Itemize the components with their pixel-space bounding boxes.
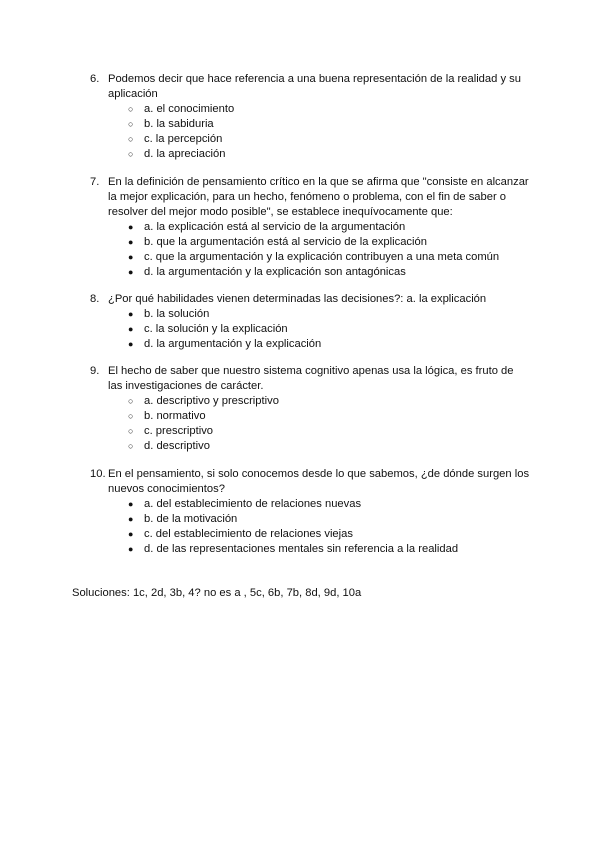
filled-bullet-icon: ● [128,252,134,262]
option-label: a. del establecimiento de relaciones nuevas [144,498,362,510]
question-number: 9. [90,365,100,377]
list-item [128,220,530,235]
option-label: a. descriptivo y prescriptivo [144,395,279,407]
question-number: 7. [90,176,100,188]
filled-bullet-icon: ● [128,309,134,319]
hollow-bullet-icon: ○ [128,441,134,451]
filled-bullet-icon: ● [128,267,134,277]
option-label: b. la sabiduria [144,118,214,130]
question-number: 10. [90,468,106,480]
option-label: b. que la argumentación está al servicio de la explicación [144,236,427,248]
hollow-bullet-icon: ○ [128,411,134,421]
option-label: c. prescriptivo [144,425,214,437]
filled-bullet-icon: ● [128,339,134,349]
question-8 [90,292,530,352]
option-label: c. del establecimiento de relaciones viejas [144,528,353,540]
list-item [128,337,530,352]
list-item [128,512,530,527]
question-number: 6. [90,73,100,85]
hollow-bullet-icon: ○ [128,396,134,406]
list-item [128,424,530,439]
filled-bullet-icon: ● [128,499,134,509]
filled-bullet-icon: ● [128,222,134,232]
question-9 [90,364,530,454]
list-item [128,265,530,280]
list-item [128,307,530,322]
hollow-bullet-icon: ○ [128,426,134,436]
list-item [128,439,530,454]
list-item [128,409,530,424]
list-item [128,394,530,409]
question-text: El hecho de saber que nuestro sistema cognitivo apenas usa la lógica, es fruto de las investigaciones de carácter. [108,365,514,392]
filled-bullet-icon: ● [128,237,134,247]
option-label: d. descriptivo [144,440,210,452]
list-item [128,250,530,265]
list-item [128,102,530,117]
question-6 [90,72,530,162]
list-item [128,542,530,557]
option-list [128,307,530,352]
question-7 [90,175,530,280]
filled-bullet-icon: ● [128,544,134,554]
option-label: c. que la argumentación y la explicación contribuyen a una meta común [144,251,500,263]
option-list [128,102,530,162]
list-item [128,322,530,337]
question-text: Podemos decir que hace referencia a una buena representación de la realidad y su aplicación [108,73,521,100]
option-label: b. la solución [144,308,210,320]
option-label: d. la argumentación y la explicación [144,338,322,350]
option-list [128,394,530,454]
option-label: b. normativo [144,410,206,422]
list-item [128,117,530,132]
option-label: a. el conocimiento [144,103,235,115]
question-number: 8. [90,293,100,305]
option-label: d. la argumentación y la explicación son antagónicas [144,266,406,278]
filled-bullet-icon: ● [128,324,134,334]
filled-bullet-icon: ● [128,514,134,524]
list-item [128,527,530,542]
question-text: En el pensamiento, si solo conocemos desde lo que sabemos, ¿de dónde surgen los nuevos conocimientos? [108,468,530,495]
solutions-text: Soluciones: 1c, 2d, 3b, 4? no es a , 5c, 6b, 7b, 8d, 9d, 10a [72,587,362,599]
option-label: d. de las representaciones mentales sin referencia a la realidad [144,543,459,555]
list-item [128,147,530,162]
list-item [128,235,530,250]
list-item [128,497,530,512]
question-text: En la definición de pensamiento crítico en la que se afirma que "consiste en alcanzar la mejor explicación, para un hecho, fenómeno o problema, con el fin de saber o resolver del mejor modo posible", se establece inequívocamente que: [108,176,529,218]
option-list [128,220,530,280]
option-label: b. de la motivación [144,513,238,525]
hollow-bullet-icon: ○ [128,104,134,114]
list-item [128,132,530,147]
option-label: c. la solución y la explicación [144,323,288,335]
hollow-bullet-icon: ○ [128,119,134,129]
option-list [128,497,530,557]
filled-bullet-icon: ● [128,529,134,539]
hollow-bullet-icon: ○ [128,149,134,159]
question-10 [90,467,530,557]
option-label: d. la apreciación [144,148,226,160]
question-text: ¿Por qué habilidades vienen determinadas las decisiones?: a. la explicación [108,293,487,305]
option-label: a. la explicación está al servicio de la argumentación [144,221,406,233]
option-label: c. la percepción [144,133,223,145]
hollow-bullet-icon: ○ [128,134,134,144]
